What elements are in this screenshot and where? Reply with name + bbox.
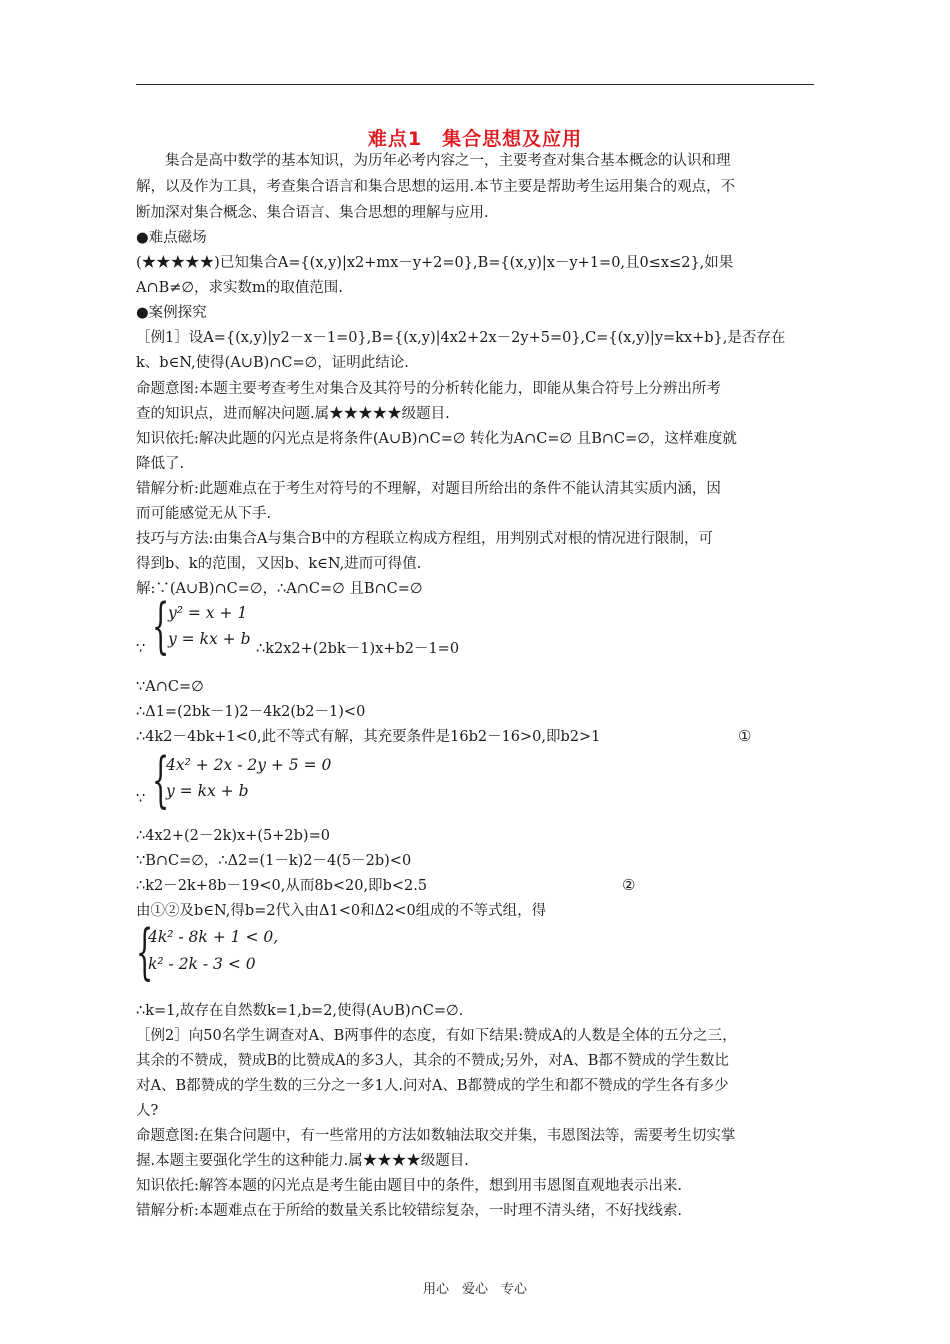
equation: 4k² - 8k + 1 < 0,	[148, 928, 279, 946]
circled-one-marker: ①	[738, 727, 752, 745]
text-line: 其余的不赞成，赞成B的比赞成A的多3人，其余的不赞成;另外，对A、B都不赞成的学生数比	[136, 1053, 729, 1069]
because-symbol: ∵	[136, 641, 146, 657]
text-line: 错解分析:此题难点在于考生对符号的不理解，对题目所给出的条件不能认清其实质内涵，因	[136, 481, 721, 497]
text-line: 得到b、k的范围，又因b、k∈N,进而可得值.	[136, 556, 422, 572]
equation: 4x² + 2x - 2y + 5 = 0	[166, 756, 332, 774]
left-brace: {	[152, 745, 170, 815]
equation: k² - 2k - 3 < 0	[148, 955, 256, 973]
text-line: 而可能感觉无从下手.	[136, 506, 272, 522]
text-line: ∵A∩C=∅	[136, 679, 204, 695]
text-line: 人?	[136, 1103, 159, 1119]
left-brace: {	[152, 591, 170, 661]
text-line: ∴k2x2+(2bk－1)x+b2－1=0	[256, 641, 460, 657]
text-line: ［例2］向50名学生调查对A、B两事件的态度，有如下结果:赞成A的人数是全体的五分之三，	[136, 1028, 737, 1044]
because-symbol: ∵	[136, 791, 146, 807]
header-rule	[136, 84, 814, 85]
circled-two-marker: ②	[622, 876, 636, 894]
equation: y = kx + b	[166, 782, 249, 800]
text-line: 集合是高中数学的基本知识，为历年必考内容之一，主要考查对集合基本概念的认识和理	[136, 153, 731, 169]
equation: y = kx + b	[168, 630, 251, 648]
text-line: (★★★★★)已知集合A={(x,y)|x2+mx－y+2=0},B={(x,y)|x－y+1=0,且0≤x≤2},如果	[136, 255, 734, 271]
page-title: 难点1 集合思想及应用	[367, 128, 583, 150]
section-heading: ●难点磁场	[136, 230, 207, 246]
text-line: ［例1］设A={(x,y)|y2－x－1=0},B={(x,y)|4x2+2x－2y+5=0},C={(x,y)|y=kx+b},是否存在	[136, 330, 786, 346]
text-line: 握.本题主要强化学生的这种能力.属★★★★级题目.	[136, 1153, 469, 1169]
text-line: ∴Δ1=(2bk－1)2－4k2(b2－1)<0	[136, 704, 366, 720]
text-line: 解，以及作为工具，考查集合语言和集合思想的运用.本节主要是帮助考生运用集合的观点，不	[136, 179, 736, 195]
text-line: ∴k2－2k+8b－19<0,从而8b<20,即b<2.5	[136, 878, 428, 894]
text-line: 知识依托:解决此题的闪光点是将条件(A∪B)∩C=∅ 转化为A∩C=∅ 且B∩C=∅，这样难度就	[136, 431, 737, 447]
page-footer: 用心 爱心 专心	[422, 1282, 527, 1297]
text-line: k、b∈N,使得(A∪B)∩C=∅，证明此结论.	[136, 355, 409, 371]
equation: y² = x + 1	[168, 604, 248, 622]
text-line: 断加深对集合概念、集合语言、集合思想的理解与应用.	[136, 205, 489, 221]
text-line: 知识依托:解答本题的闪光点是考生能由题目中的条件，想到用韦恩图直观地表示出来.	[136, 1178, 682, 1194]
text-line: 降低了.	[136, 456, 185, 472]
left-brace: {	[136, 917, 154, 987]
text-line: ∴4k2－4bk+1<0,此不等式有解，其充要条件是16b2－16>0,即b2>1	[136, 729, 601, 745]
text-line: ∵B∩C=∅，∴Δ2=(1－k)2－4(5－2b)<0	[136, 853, 412, 869]
text-line: 技巧与方法:由集合A与集合B中的方程联立构成方程组，用判别式对根的情况进行限制，可	[136, 531, 714, 547]
text-line: ∴4x2+(2－2k)x+(5+2b)=0	[136, 828, 330, 844]
text-line: 解:∵(A∪B)∩C=∅，∴A∩C=∅ 且B∩C=∅	[136, 581, 423, 597]
text-line: ∴k=1,故存在自然数k=1,b=2,使得(A∪B)∩C=∅.	[136, 1003, 464, 1019]
text-line: 对A、B都赞成的学生数的三分之一多1人.问对A、B都赞成的学生和都不赞成的学生各有多少	[136, 1078, 729, 1094]
text-line: 命题意图:在集合问题中，有一些常用的方法如数轴法取交并集，韦恩图法等，需要考生切实掌	[136, 1128, 736, 1144]
text-line: 错解分析:本题难点在于所给的数量关系比较错综复杂，一时理不清头绪，不好找线索.	[136, 1203, 682, 1219]
section-heading: ●案例探究	[136, 305, 207, 321]
text-line: 查的知识点，进而解决问题.属★★★★★级题目.	[136, 406, 450, 422]
text-line: 命题意图:本题主要考查考生对集合及其符号的分析转化能力，即能从集合符号上分辨出所考	[136, 381, 721, 397]
text-line: A∩B≠∅，求实数m的取值范围.	[136, 280, 343, 296]
text-line: 由①②及b∈N,得b=2代入由Δ1<0和Δ2<0组成的不等式组，得	[136, 903, 547, 919]
